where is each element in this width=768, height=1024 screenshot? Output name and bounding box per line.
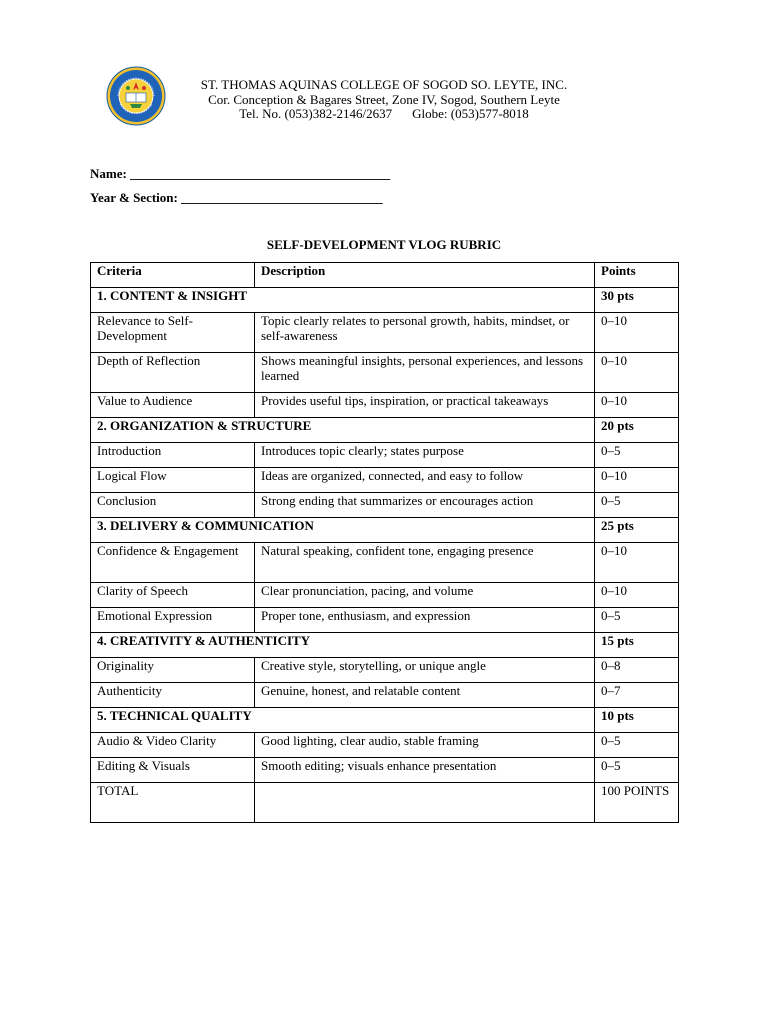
school-address: Cor. Conception & Bagares Street, Zone IV, Sogod, Southern Leyte <box>208 91 560 107</box>
criteria-cell: Originality <box>91 658 255 683</box>
points-cell: 0–10 <box>595 393 679 418</box>
points-cell: 0–5 <box>595 608 679 633</box>
school-name: ST. THOMAS AQUINAS COLLEGE OF SOGOD SO. LEYTE, INC. <box>200 77 568 92</box>
section-points: 15 pts <box>595 633 679 658</box>
description-cell: Clear pronunciation, pacing, and volume <box>255 583 595 608</box>
section-title: 4. CREATIVITY & AUTHENTICITY <box>91 633 595 658</box>
table-row <box>91 658 679 683</box>
section-title: 5. TECHNICAL QUALITY <box>91 708 595 733</box>
rubric-title: SELF-DEVELOPMENT VLOG RUBRIC <box>266 237 502 252</box>
table-row <box>91 683 679 708</box>
section-title: 1. CONTENT & INSIGHT <box>91 288 595 313</box>
name-field: Name: ________________________________________ <box>90 166 391 181</box>
total-points: 100 POINTS <box>595 783 679 823</box>
rubric-table <box>90 262 679 823</box>
description-cell: Topic clearly relates to personal growth, habits, mindset, or self-awareness <box>255 313 595 353</box>
section-title: 3. DELIVERY & COMMUNICATION <box>91 518 595 543</box>
year-section-field: Year & Section: _______________________________ <box>90 190 383 205</box>
section-points: 10 pts <box>595 708 679 733</box>
table-row <box>91 608 679 633</box>
table-row <box>91 468 679 493</box>
section-points: 25 pts <box>595 518 679 543</box>
criteria-cell: Relevance to Self-Development <box>91 313 255 353</box>
column-header-description: Description <box>255 263 595 288</box>
table-row <box>91 543 679 583</box>
points-cell: 0–10 <box>595 313 679 353</box>
description-cell: Strong ending that summarizes or encourages action <box>255 493 595 518</box>
table-row <box>91 583 679 608</box>
points-cell: 0–8 <box>595 658 679 683</box>
description-cell: Shows meaningful insights, personal experiences, and lessons learned <box>255 353 595 393</box>
criteria-cell: Audio & Video Clarity <box>91 733 255 758</box>
points-cell: 0–5 <box>595 733 679 758</box>
points-cell: 0–5 <box>595 443 679 468</box>
description-cell: Proper tone, enthusiasm, and expression <box>255 608 595 633</box>
column-header-criteria: Criteria <box>91 263 255 288</box>
total-label: TOTAL <box>91 783 255 823</box>
description-cell: Ideas are organized, connected, and easy to follow <box>255 468 595 493</box>
section-row <box>91 418 679 443</box>
description-cell: Introduces topic clearly; states purpose <box>255 443 595 468</box>
table-row <box>91 758 679 783</box>
points-cell: 0–5 <box>595 758 679 783</box>
description-cell: Provides useful tips, inspiration, or practical takeaways <box>255 393 595 418</box>
criteria-cell: Clarity of Speech <box>91 583 255 608</box>
description-cell: Good lighting, clear audio, stable framing <box>255 733 595 758</box>
criteria-cell: Introduction <box>91 443 255 468</box>
criteria-cell: Authenticity <box>91 683 255 708</box>
table-row <box>91 733 679 758</box>
section-points: 20 pts <box>595 418 679 443</box>
section-title: 2. ORGANIZATION & STRUCTURE <box>91 418 595 443</box>
table-row <box>91 313 679 353</box>
globe-number: Globe: (053)577-8018 <box>412 106 529 121</box>
criteria-cell: Confidence & Engagement <box>91 543 255 583</box>
section-points: 30 pts <box>595 288 679 313</box>
total-description <box>255 783 595 823</box>
criteria-cell: Emotional Expression <box>91 608 255 633</box>
column-header-points: Points <box>595 263 679 288</box>
document-header <box>170 78 598 122</box>
criteria-cell: Value to Audience <box>91 393 255 418</box>
contact-line <box>170 107 598 122</box>
points-cell: 0–5 <box>595 493 679 518</box>
section-row <box>91 633 679 658</box>
points-cell: 0–10 <box>595 583 679 608</box>
criteria-cell: Editing & Visuals <box>91 758 255 783</box>
total-row <box>91 783 679 823</box>
description-cell: Smooth editing; visuals enhance presentation <box>255 758 595 783</box>
points-cell: 0–10 <box>595 543 679 583</box>
section-row <box>91 288 679 313</box>
telephone-number: Tel. No. (053)382-2146/2637 <box>239 106 393 121</box>
table-row <box>91 493 679 518</box>
criteria-cell: Conclusion <box>91 493 255 518</box>
description-cell: Natural speaking, confident tone, engaging presence <box>255 543 595 583</box>
description-cell: Creative style, storytelling, or unique angle <box>255 658 595 683</box>
table-row <box>91 393 679 418</box>
points-cell: 0–10 <box>595 353 679 393</box>
section-row <box>91 708 679 733</box>
school-logo <box>106 66 166 126</box>
table-header-row <box>91 263 679 288</box>
points-cell: 0–10 <box>595 468 679 493</box>
points-cell: 0–7 <box>595 683 679 708</box>
table-row <box>91 353 679 393</box>
criteria-cell: Depth of Reflection <box>91 353 255 393</box>
section-row <box>91 518 679 543</box>
table-row <box>91 443 679 468</box>
criteria-cell: Logical Flow <box>91 468 255 493</box>
description-cell: Genuine, honest, and relatable content <box>255 683 595 708</box>
